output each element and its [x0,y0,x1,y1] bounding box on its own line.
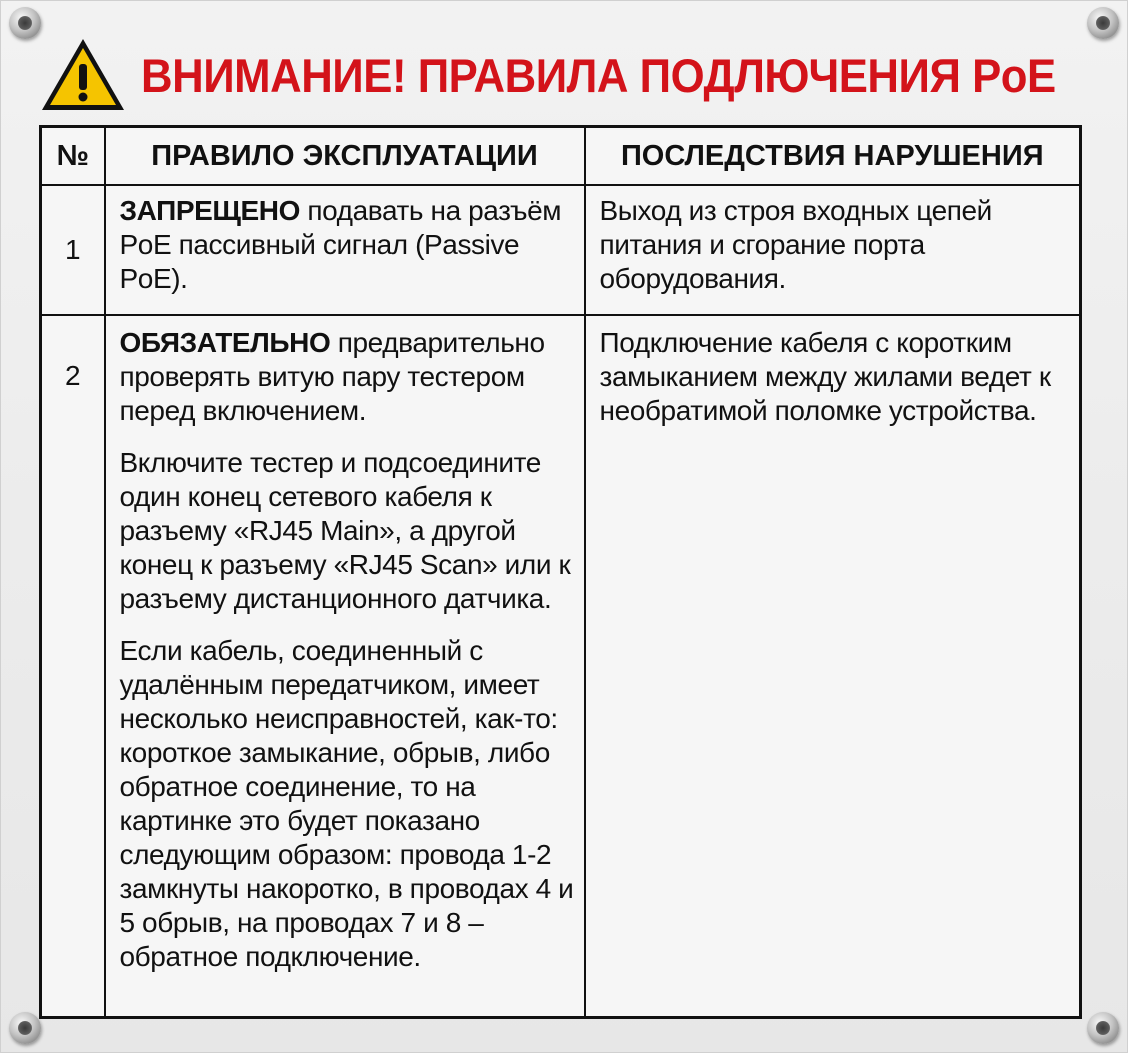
rule-keyword: ЗАПРЕЩЕНО [119,195,300,226]
rule-cell [105,185,585,315]
column-header-consequence: ПОСЛЕДСТВИЯ НАРУШЕНИЯ [585,127,1081,186]
table-header-row [41,127,1081,186]
rule-paragraph: Если кабель, соединенный с удалённым передатчиком, имеет несколько неисправностей, как-то: короткое замыкание, обрыв, либо обратное соединение, то на картинке это будет показано следующим образом: провода 1-2 замкнуты накоротко, в проводах 4 и 5 обрыв, на проводах 7 и 8 – обратное подключение. [119,635,574,972]
rule-paragraph [120,194,574,296]
rule-text: предварительно проверять витую пару тестером перед включением. [119,327,545,426]
screw-icon [9,1012,41,1044]
column-header-rule: ПРАВИЛО ЭКСПЛУАТАЦИИ [105,127,585,186]
row-number: 1 [41,185,105,315]
column-header-number: № [41,127,105,186]
sign-header [39,35,1099,115]
consequence-text: Выход из строя входных цепей питания и сгорание порта оборудования. [599,195,992,294]
table-row [41,315,1081,1018]
screw-icon [1087,1012,1119,1044]
rule-paragraph: Включите тестер и подсоедините один конец сетевого кабеля к разъему «RJ45 Main», а другой конец к разъему «RJ45 Scan» или к разъему дистанционного датчика. [119,447,571,614]
rule-paragraph [120,326,574,428]
consequence-cell [585,315,1081,1018]
rule-text: подавать на разъём PoE пассивный сигнал (Passive PoE). [119,195,562,294]
consequence-text: Подключение кабеля с коротким замыканием между жилами ведет к необратимой поломке устройства. [599,327,1051,426]
consequence-cell [585,185,1081,315]
rule-keyword: ОБЯЗАТЕЛЬНО [119,327,331,358]
row-number: 2 [41,315,105,1018]
rule-cell [105,315,585,1018]
screw-icon [9,7,41,39]
rules-table [39,125,1082,1019]
table-row [41,185,1081,315]
warning-triangle-icon [39,36,127,114]
page-title: ВНИМАНИЕ! ПРАВИЛА ПОДЛЮЧЕНИЯ PoE [141,48,1056,102]
